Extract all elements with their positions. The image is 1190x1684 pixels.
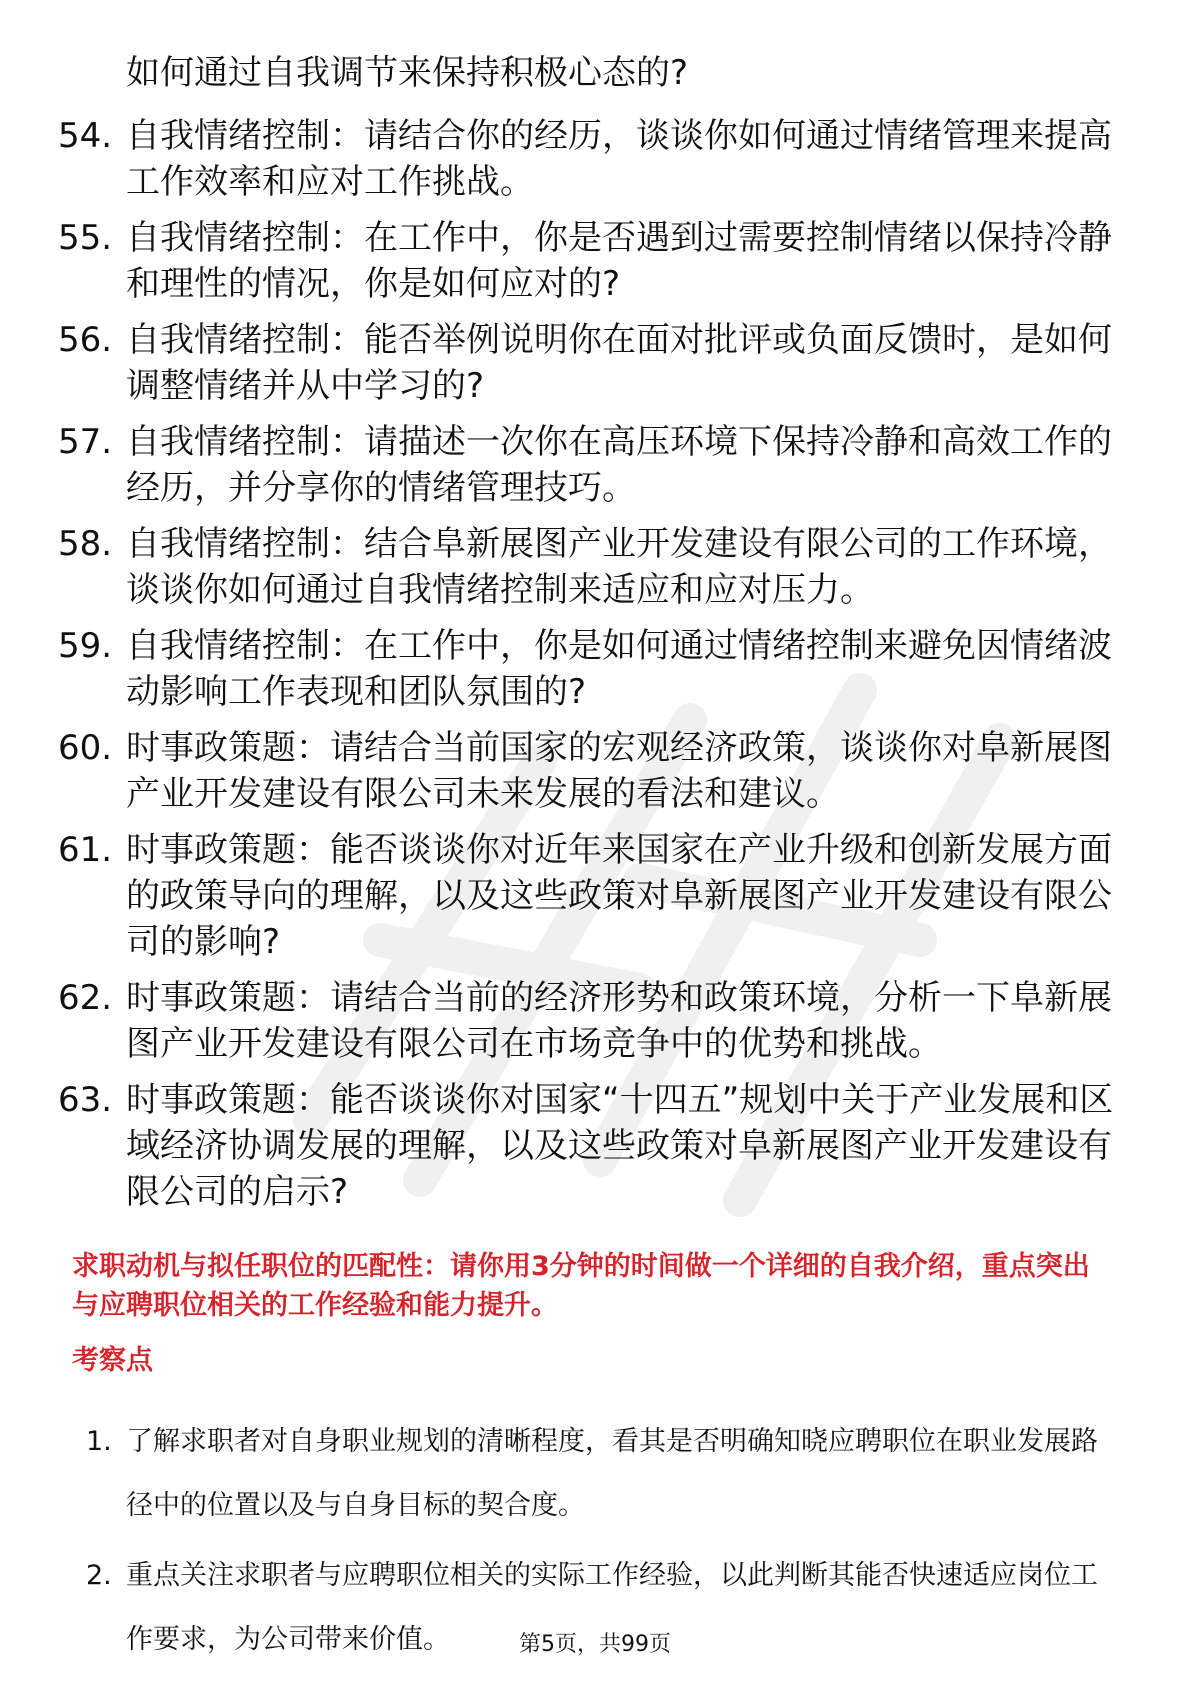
- question-number: 61.: [58, 830, 113, 870]
- question-text: 自我情绪控制：请描述一次你在高压环境下保持冷静和高效工作的经历，并分享你的情绪管理技巧。: [126, 422, 1112, 508]
- point-number: 1.: [86, 1426, 112, 1457]
- question-number: 54.: [58, 116, 113, 156]
- question-text: 时事政策题：请结合当前国家的宏观经济政策，谈谈你对阜新展图产业开发建设有限公司未来发展的看法和建议。: [126, 728, 1112, 814]
- question-item: [0, 725, 1116, 817]
- continuation-text: 如何通过自我调节来保持积极心态的?: [126, 53, 689, 93]
- point-number: 2.: [86, 1560, 112, 1591]
- question-text: 时事政策题：能否谈谈你对近年来国家在产业升级和创新发展方面的政策导向的理解，以及这些政策对阜新展图产业开发建设有限公司的影响?: [126, 830, 1112, 962]
- assessment-point: [0, 1410, 1116, 1538]
- question-list: [0, 113, 1190, 1225]
- point-text: 了解求职者对自身职业规划的清晰程度，看其是否明确知晓应聘职位在职业发展路径中的位置以及与自身目标的契合度。: [126, 1426, 1098, 1521]
- question-text: 自我情绪控制：在工作中，你是否遇到过需要控制情绪以保持冷静和理性的情况，你是如何应对的?: [126, 218, 1112, 304]
- question-text: 自我情绪控制：请结合你的经历，谈谈你如何通过情绪管理来提高工作效率和应对工作挑战。: [126, 116, 1112, 202]
- question-number: 62.: [58, 978, 113, 1018]
- question-item: [0, 827, 1116, 965]
- question-item: [0, 623, 1116, 715]
- question-text: 自我情绪控制：结合阜新展图产业开发建设有限公司的工作环境，谈谈你如何通过自我情绪控制来适应和应对压力。: [126, 524, 1112, 610]
- question-number: 58.: [58, 524, 113, 564]
- question-item: [0, 215, 1116, 307]
- question-text: 自我情绪控制：在工作中，你是如何通过情绪控制来避免因情绪波动影响工作表现和团队氛围的?: [126, 626, 1112, 712]
- question-item: [0, 975, 1116, 1067]
- section-title: 考察点: [72, 1345, 153, 1376]
- motivation-question-heading: 求职动机与拟任职位的匹配性：请你用3分钟的时间做一个详细的自我介绍，重点突出与应聘职位相关的工作经验和能力提升。: [72, 1251, 1090, 1321]
- question-number: 57.: [58, 422, 113, 462]
- question-number: 56.: [58, 320, 113, 360]
- question-item: [0, 521, 1116, 613]
- question-number: 55.: [58, 218, 113, 258]
- question-item: [0, 113, 1116, 205]
- page-footer: 第5页，共99页: [519, 1632, 671, 1657]
- point-text: 重点关注求职者与应聘职位相关的实际工作经验，以此判断其能否快速适应岗位工作要求，为公司带来价值。: [126, 1560, 1098, 1655]
- question-number: 60.: [58, 728, 113, 768]
- question-number: 59.: [58, 626, 113, 666]
- question-item: [0, 419, 1116, 511]
- question-item: [0, 1077, 1116, 1215]
- question-number: 63.: [58, 1080, 113, 1120]
- question-text: 自我情绪控制：能否举例说明你在面对批评或负面反馈时，是如何调整情绪并从中学习的?: [126, 320, 1112, 406]
- question-text: 时事政策题：请结合当前的经济形势和政策环境，分析一下阜新展图产业开发建设有限公司在市场竞争中的优势和挑战。: [126, 978, 1112, 1064]
- question-item: [0, 317, 1116, 409]
- question-text: 时事政策题：能否谈谈你对国家“十四五”规划中关于产业发展和区域经济协调发展的理解，以及这些政策对阜新展图产业开发建设有限公司的启示?: [126, 1080, 1114, 1212]
